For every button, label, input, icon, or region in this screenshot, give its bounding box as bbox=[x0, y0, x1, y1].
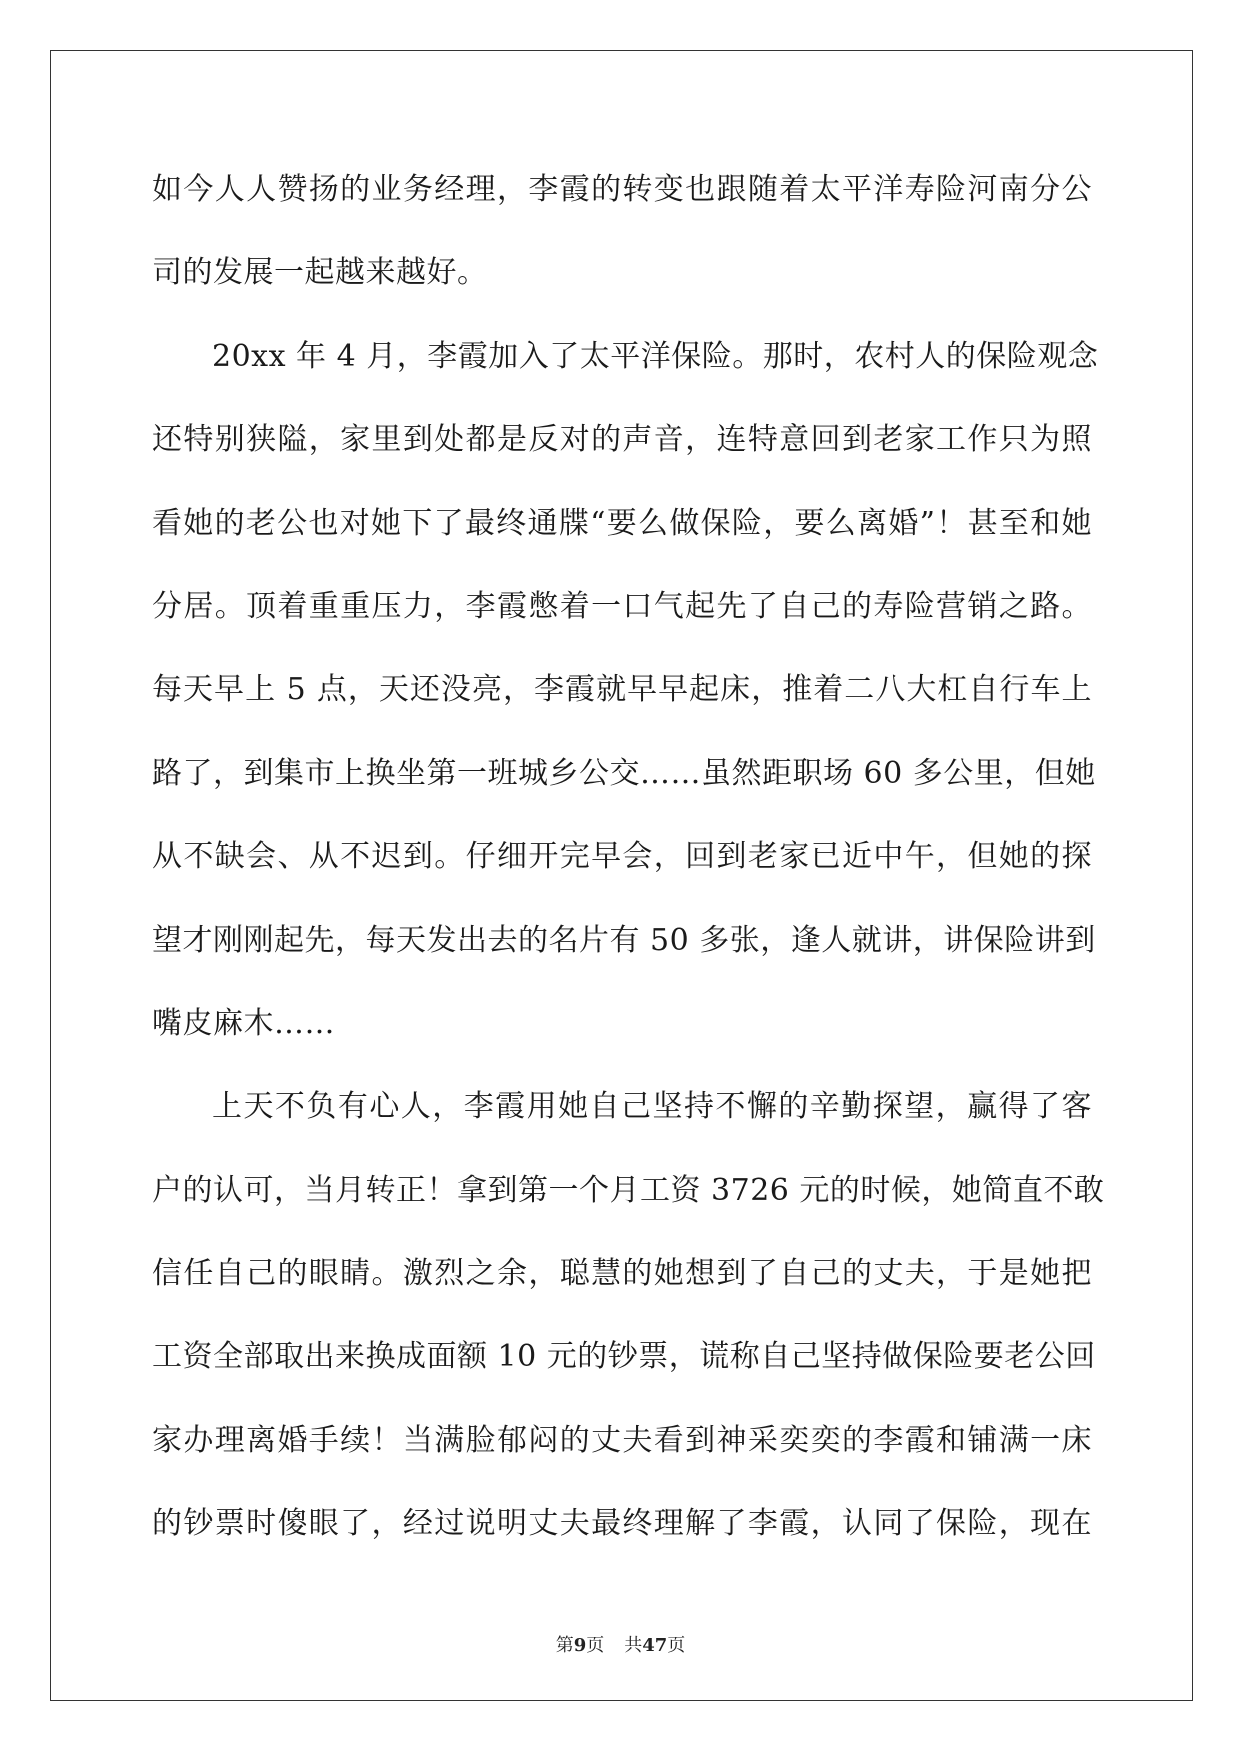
text-line: 如今人人赞扬的业务经理，李霞的转变也跟随着太平洋寿险河南分公 bbox=[152, 172, 1092, 207]
text-line: 从不缺会、从不迟到。仔细开完早会，回到老家已近中午，但她的探 bbox=[152, 839, 1092, 875]
text-line: 看她的老公也对她下了最终通牒“要么做保险，要么离婚”！甚至和她 bbox=[152, 505, 1092, 541]
footer-prefix: 第 bbox=[555, 1635, 574, 1656]
text-line: 家办理离婚手续！当满脸郁闷的丈夫看到神采奕奕的李霞和铺满一床 bbox=[152, 1422, 1092, 1458]
text-line: 嘴皮麻木…… bbox=[152, 1005, 335, 1041]
text-line: 信任自己的眼睛。激烈之余，聪慧的她想到了自己的丈夫，于是她把 bbox=[152, 1256, 1092, 1292]
current-page-number: 9 bbox=[573, 1635, 587, 1656]
text-line: 分居。顶着重重压力，李霞憋着一口气起先了自己的寿险营销之路。 bbox=[152, 588, 1092, 624]
text-line: 20xx 年 4 月，李霞加入了太平洋保险。那时，农村人的保险观念 bbox=[212, 338, 1099, 374]
text-line: 户的认可，当月转正！拿到第一个月工资 3726 元的时候，她简直不敢 bbox=[152, 1172, 1105, 1208]
document-body bbox=[152, 160, 1105, 1578]
page-footer bbox=[0, 1634, 1241, 1658]
total-page-count: 47 bbox=[642, 1635, 668, 1656]
text-line: 的钞票时傻眼了，经过说明丈夫最终理解了李霞，认同了保险，现在 bbox=[152, 1506, 1092, 1542]
text-line: 工资全部取出来换成面额 10 元的钞票，谎称自己坚持做保险要老公回 bbox=[152, 1339, 1096, 1375]
footer-total-suffix: 页 bbox=[667, 1635, 686, 1656]
text-line: 还特别狭隘，家里到处都是反对的声音，连特意回到老家工作只为照 bbox=[152, 422, 1092, 458]
footer-page-suffix: 页 bbox=[586, 1635, 605, 1656]
text-line: 路了，到集市上换坐第一班城乡公交……虽然距职场 60 多公里，但她 bbox=[152, 755, 1096, 791]
text-line: 司的发展一起越来越好。 bbox=[152, 255, 488, 291]
text-line: 每天早上 5 点，天还没亮，李霞就早早起床，推着二八大杠自行车上 bbox=[152, 672, 1092, 708]
text-line: 上天不负有心人，李霞用她自己坚持不懈的辛勤探望，赢得了客 bbox=[212, 1089, 1092, 1125]
text-line: 望才刚刚起先，每天发出去的名片有 50 多张，逢人就讲，讲保险讲到 bbox=[152, 922, 1096, 958]
footer-total-prefix: 共 bbox=[624, 1635, 643, 1656]
